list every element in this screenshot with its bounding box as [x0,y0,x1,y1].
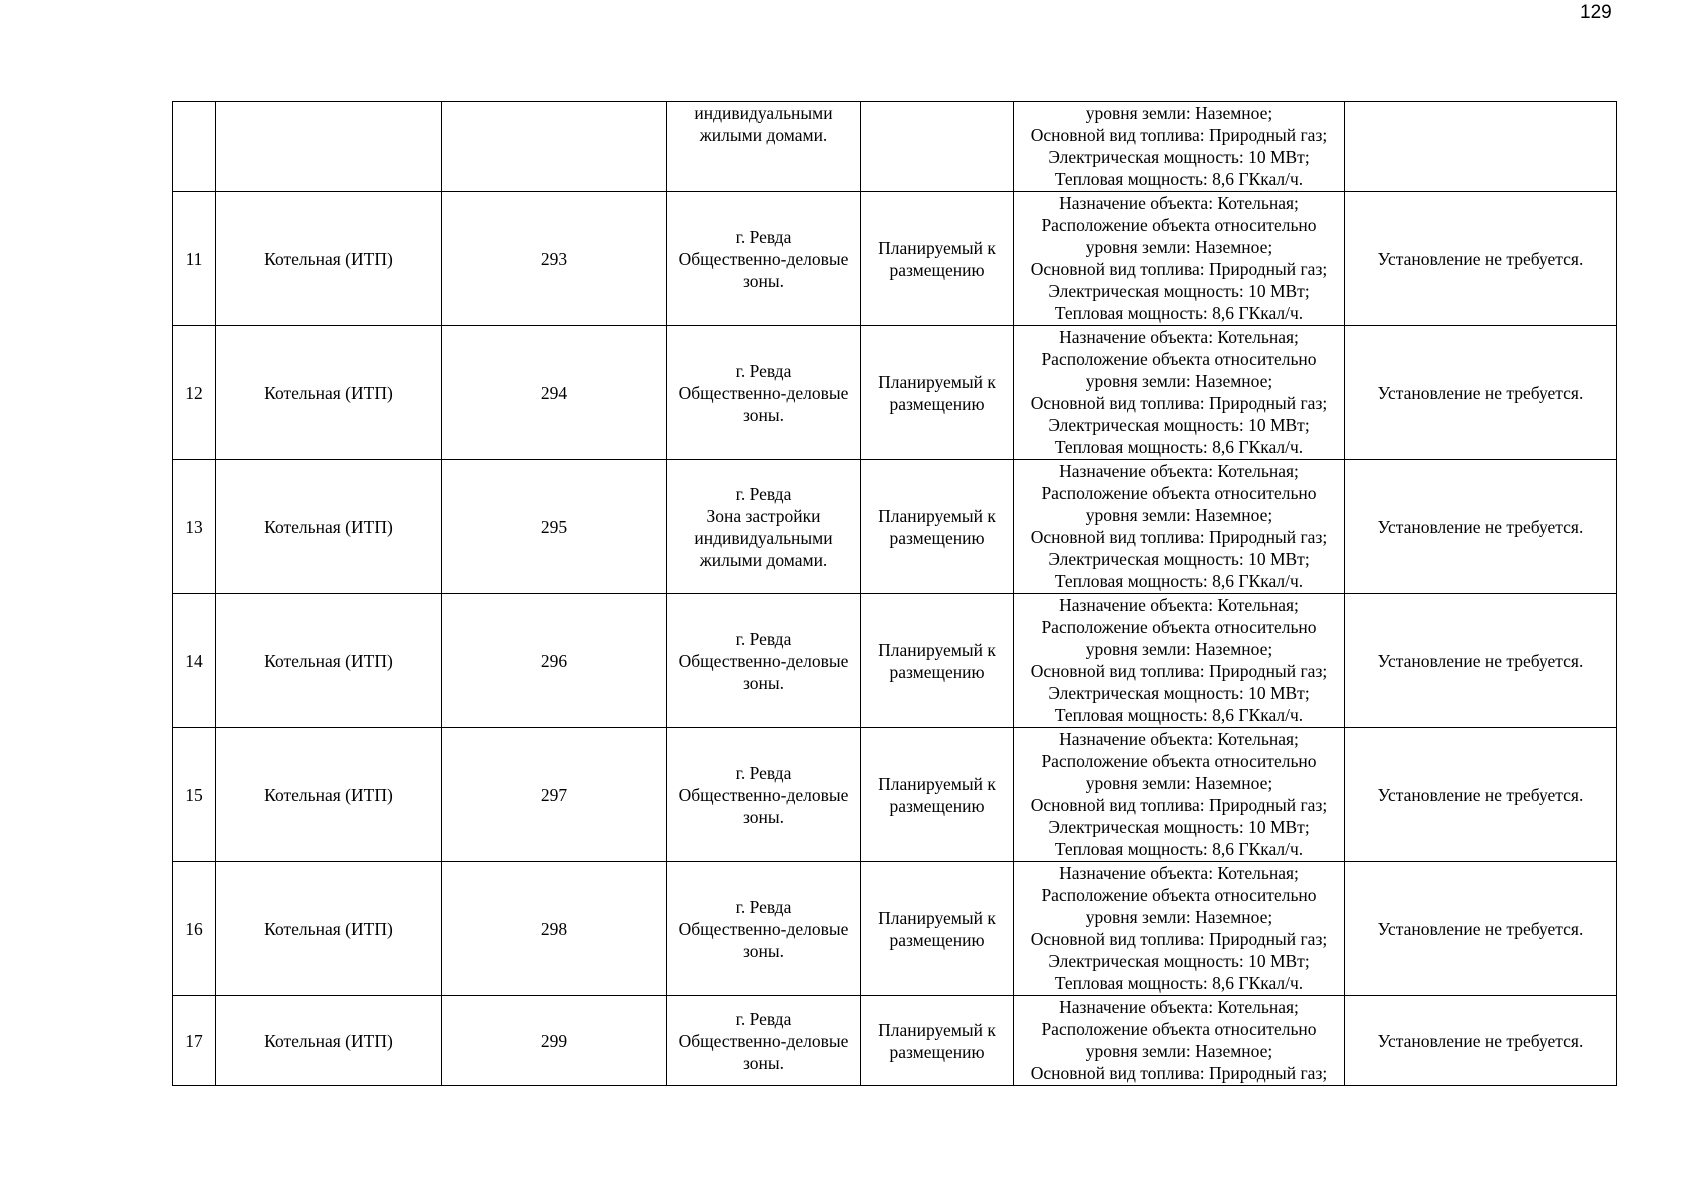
table-row [173,460,1617,594]
object-code-cell: 296 [442,594,667,728]
characteristics-cell-line: Тепловая мощность: 8,6 ГКкал/ч. [1054,303,1304,323]
location-cell [667,326,861,460]
table-row [173,728,1617,862]
characteristics-cell-line: Основной вид топлива: Природный газ; [1030,795,1328,815]
zone-cell: Установление не требуется. [1345,326,1617,460]
characteristics-cell-line: Назначение объекта: Котельная; [1059,729,1299,749]
characteristics-cell-line: Расположение объекта относительно [1041,751,1317,771]
location-cell [667,192,861,326]
location-cell-line: г. Ревда [735,896,792,917]
characteristics-cell [1014,996,1345,1086]
characteristics-cell-line: Расположение объекта относительно [1041,483,1317,503]
characteristics-cell-line: Основной вид топлива: Природный газ; [1030,125,1328,145]
characteristics-cell-line: Основной вид топлива: Природный газ; [1030,393,1328,413]
status-cell-line: Планируемый к [878,237,996,258]
status-cell-line: размещению [889,393,985,414]
table-row [173,862,1617,996]
location-cell-line: зоны. [742,672,785,693]
page-number: 129 [1580,2,1612,23]
location-cell-line: индивидуальными [694,103,833,123]
characteristics-cell-line: Расположение объекта относительно [1041,349,1317,369]
location-cell-line: зоны. [742,404,785,425]
characteristics-cell [1014,594,1345,728]
characteristics-cell-line: Тепловая мощность: 8,6 ГКкал/ч. [1054,705,1304,725]
zone-cell: Установление не требуется. [1345,996,1617,1086]
location-cell-line: Зона застройки [706,505,821,526]
characteristics-cell-line: Электрическая мощность: 10 МВт; [1048,549,1310,569]
location-cell-line: Общественно-деловые [678,1030,849,1051]
characteristics-cell [1014,192,1345,326]
characteristics-cell-line: Основной вид топлива: Природный газ; [1030,259,1328,279]
characteristics-cell-line: Электрическая мощность: 10 МВт; [1048,281,1310,301]
location-cell-line: Общественно-деловые [678,382,849,403]
status-cell [861,102,1014,192]
row-number-cell: 14 [173,594,216,728]
location-cell-line: г. Ревда [735,360,792,381]
characteristics-cell-line: Расположение объекта относительно [1041,617,1317,637]
location-cell-line: Общественно-деловые [678,650,849,671]
location-cell [667,728,861,862]
row-number-cell: 11 [173,192,216,326]
object-code-cell: 295 [442,460,667,594]
status-cell [861,594,1014,728]
status-cell-line: Планируемый к [878,773,996,794]
characteristics-cell-line: уровня земли: Наземное; [1085,505,1273,525]
characteristics-cell-line: Назначение объекта: Котельная; [1059,595,1299,615]
characteristics-cell-line: Тепловая мощность: 8,6 ГКкал/ч. [1054,169,1304,189]
object-code-cell: 293 [442,192,667,326]
objects-table [172,101,1617,1086]
location-cell-line: зоны. [742,940,785,961]
characteristics-cell-line: Основной вид топлива: Природный газ; [1030,1063,1328,1083]
object-name-cell [216,102,442,192]
row-number-cell [173,102,216,192]
status-cell [861,326,1014,460]
row-number-cell: 17 [173,996,216,1086]
status-cell-line: размещению [889,661,985,682]
characteristics-cell-line: уровня земли: Наземное; [1085,371,1273,391]
status-cell [861,460,1014,594]
status-cell-line: Планируемый к [878,505,996,526]
characteristics-cell [1014,862,1345,996]
characteristics-cell-line: Основной вид топлива: Природный газ; [1030,661,1328,681]
characteristics-cell-line: уровня земли: Наземное; [1085,237,1273,257]
status-cell [861,862,1014,996]
zone-cell: Установление не требуется. [1345,460,1617,594]
location-cell-line: индивидуальными [694,527,833,548]
location-cell [667,996,861,1086]
location-cell [667,594,861,728]
status-cell [861,996,1014,1086]
status-cell-line: размещению [889,795,985,816]
characteristics-cell-line: Расположение объекта относительно [1041,1019,1317,1039]
characteristics-cell [1014,460,1345,594]
table-row [173,594,1617,728]
characteristics-cell-line: Тепловая мощность: 8,6 ГКкал/ч. [1054,973,1304,993]
characteristics-cell-line: Электрическая мощность: 10 МВт; [1048,951,1310,971]
characteristics-cell-line: Назначение объекта: Котельная; [1059,863,1299,883]
objects-table-body [173,102,1617,1086]
zone-cell: Установление не требуется. [1345,594,1617,728]
table-row [173,192,1617,326]
characteristics-cell-line: Назначение объекта: Котельная; [1059,461,1299,481]
characteristics-cell-line: Электрическая мощность: 10 МВт; [1048,147,1310,167]
location-cell-line: г. Ревда [735,1008,792,1029]
location-cell-line: зоны. [742,806,785,827]
characteristics-cell [1014,728,1345,862]
object-code-cell: 299 [442,996,667,1086]
location-cell [667,460,861,594]
table-row [173,996,1617,1086]
characteristics-cell [1014,102,1345,192]
characteristics-cell-line: Электрическая мощность: 10 МВт; [1048,817,1310,837]
location-cell-line: Общественно-деловые [678,784,849,805]
location-cell-line: г. Ревда [735,762,792,783]
status-cell-line: размещению [889,1041,985,1062]
zone-cell: Установление не требуется. [1345,862,1617,996]
characteristics-cell-line: Расположение объекта относительно [1041,215,1317,235]
characteristics-cell-line: Назначение объекта: Котельная; [1059,997,1299,1017]
location-cell-line: г. Ревда [735,226,792,247]
status-cell-line: размещению [889,929,985,950]
status-cell-line: Планируемый к [878,907,996,928]
status-cell-line: Планируемый к [878,371,996,392]
characteristics-cell-line: уровня земли: Наземное; [1085,907,1273,927]
status-cell-line: Планируемый к [878,1019,996,1040]
object-name-cell: Котельная (ИТП) [216,192,442,326]
location-cell-line: зоны. [742,1052,785,1073]
characteristics-cell-line: Назначение объекта: Котельная; [1059,327,1299,347]
characteristics-cell-line: Электрическая мощность: 10 МВт; [1048,415,1310,435]
row-number-cell: 16 [173,862,216,996]
characteristics-cell-line: Тепловая мощность: 8,6 ГКкал/ч. [1054,437,1304,457]
location-cell-line: Общественно-деловые [678,918,849,939]
characteristics-cell-line: Электрическая мощность: 10 МВт; [1048,683,1310,703]
characteristics-cell-line: уровня земли: Наземное; [1085,103,1273,123]
characteristics-cell-line: уровня земли: Наземное; [1085,773,1273,793]
object-name-cell: Котельная (ИТП) [216,594,442,728]
location-cell-line: г. Ревда [735,483,792,504]
object-name-cell: Котельная (ИТП) [216,326,442,460]
status-cell [861,192,1014,326]
status-cell-line: размещению [889,527,985,548]
table-row [173,102,1617,192]
object-code-cell [442,102,667,192]
characteristics-cell-line: Основной вид топлива: Природный газ; [1030,527,1328,547]
characteristics-cell-line: Тепловая мощность: 8,6 ГКкал/ч. [1054,571,1304,591]
row-number-cell: 13 [173,460,216,594]
characteristics-cell-line: уровня земли: Наземное; [1085,1041,1273,1061]
characteristics-cell-line: Основной вид топлива: Природный газ; [1030,929,1328,949]
zone-cell: Установление не требуется. [1345,192,1617,326]
characteristics-cell-line: Тепловая мощность: 8,6 ГКкал/ч. [1054,839,1304,859]
characteristics-cell-line: Назначение объекта: Котельная; [1059,193,1299,213]
zone-cell [1345,102,1617,192]
characteristics-cell-line: уровня земли: Наземное; [1085,639,1273,659]
location-cell [667,102,861,192]
characteristics-cell [1014,326,1345,460]
location-cell-line: Общественно-деловые [678,248,849,269]
location-cell-line: зоны. [742,270,785,291]
row-number-cell: 12 [173,326,216,460]
object-name-cell: Котельная (ИТП) [216,460,442,594]
object-name-cell: Котельная (ИТП) [216,728,442,862]
object-name-cell: Котельная (ИТП) [216,996,442,1086]
object-code-cell: 294 [442,326,667,460]
location-cell-line: жилыми домами. [699,125,828,145]
object-code-cell: 297 [442,728,667,862]
status-cell-line: Планируемый к [878,639,996,660]
table-row [173,326,1617,460]
location-cell [667,862,861,996]
status-cell [861,728,1014,862]
status-cell-line: размещению [889,259,985,280]
location-cell-line: г. Ревда [735,628,792,649]
object-code-cell: 298 [442,862,667,996]
object-name-cell: Котельная (ИТП) [216,862,442,996]
row-number-cell: 15 [173,728,216,862]
zone-cell: Установление не требуется. [1345,728,1617,862]
location-cell-line: жилыми домами. [699,549,828,570]
characteristics-cell-line: Расположение объекта относительно [1041,885,1317,905]
